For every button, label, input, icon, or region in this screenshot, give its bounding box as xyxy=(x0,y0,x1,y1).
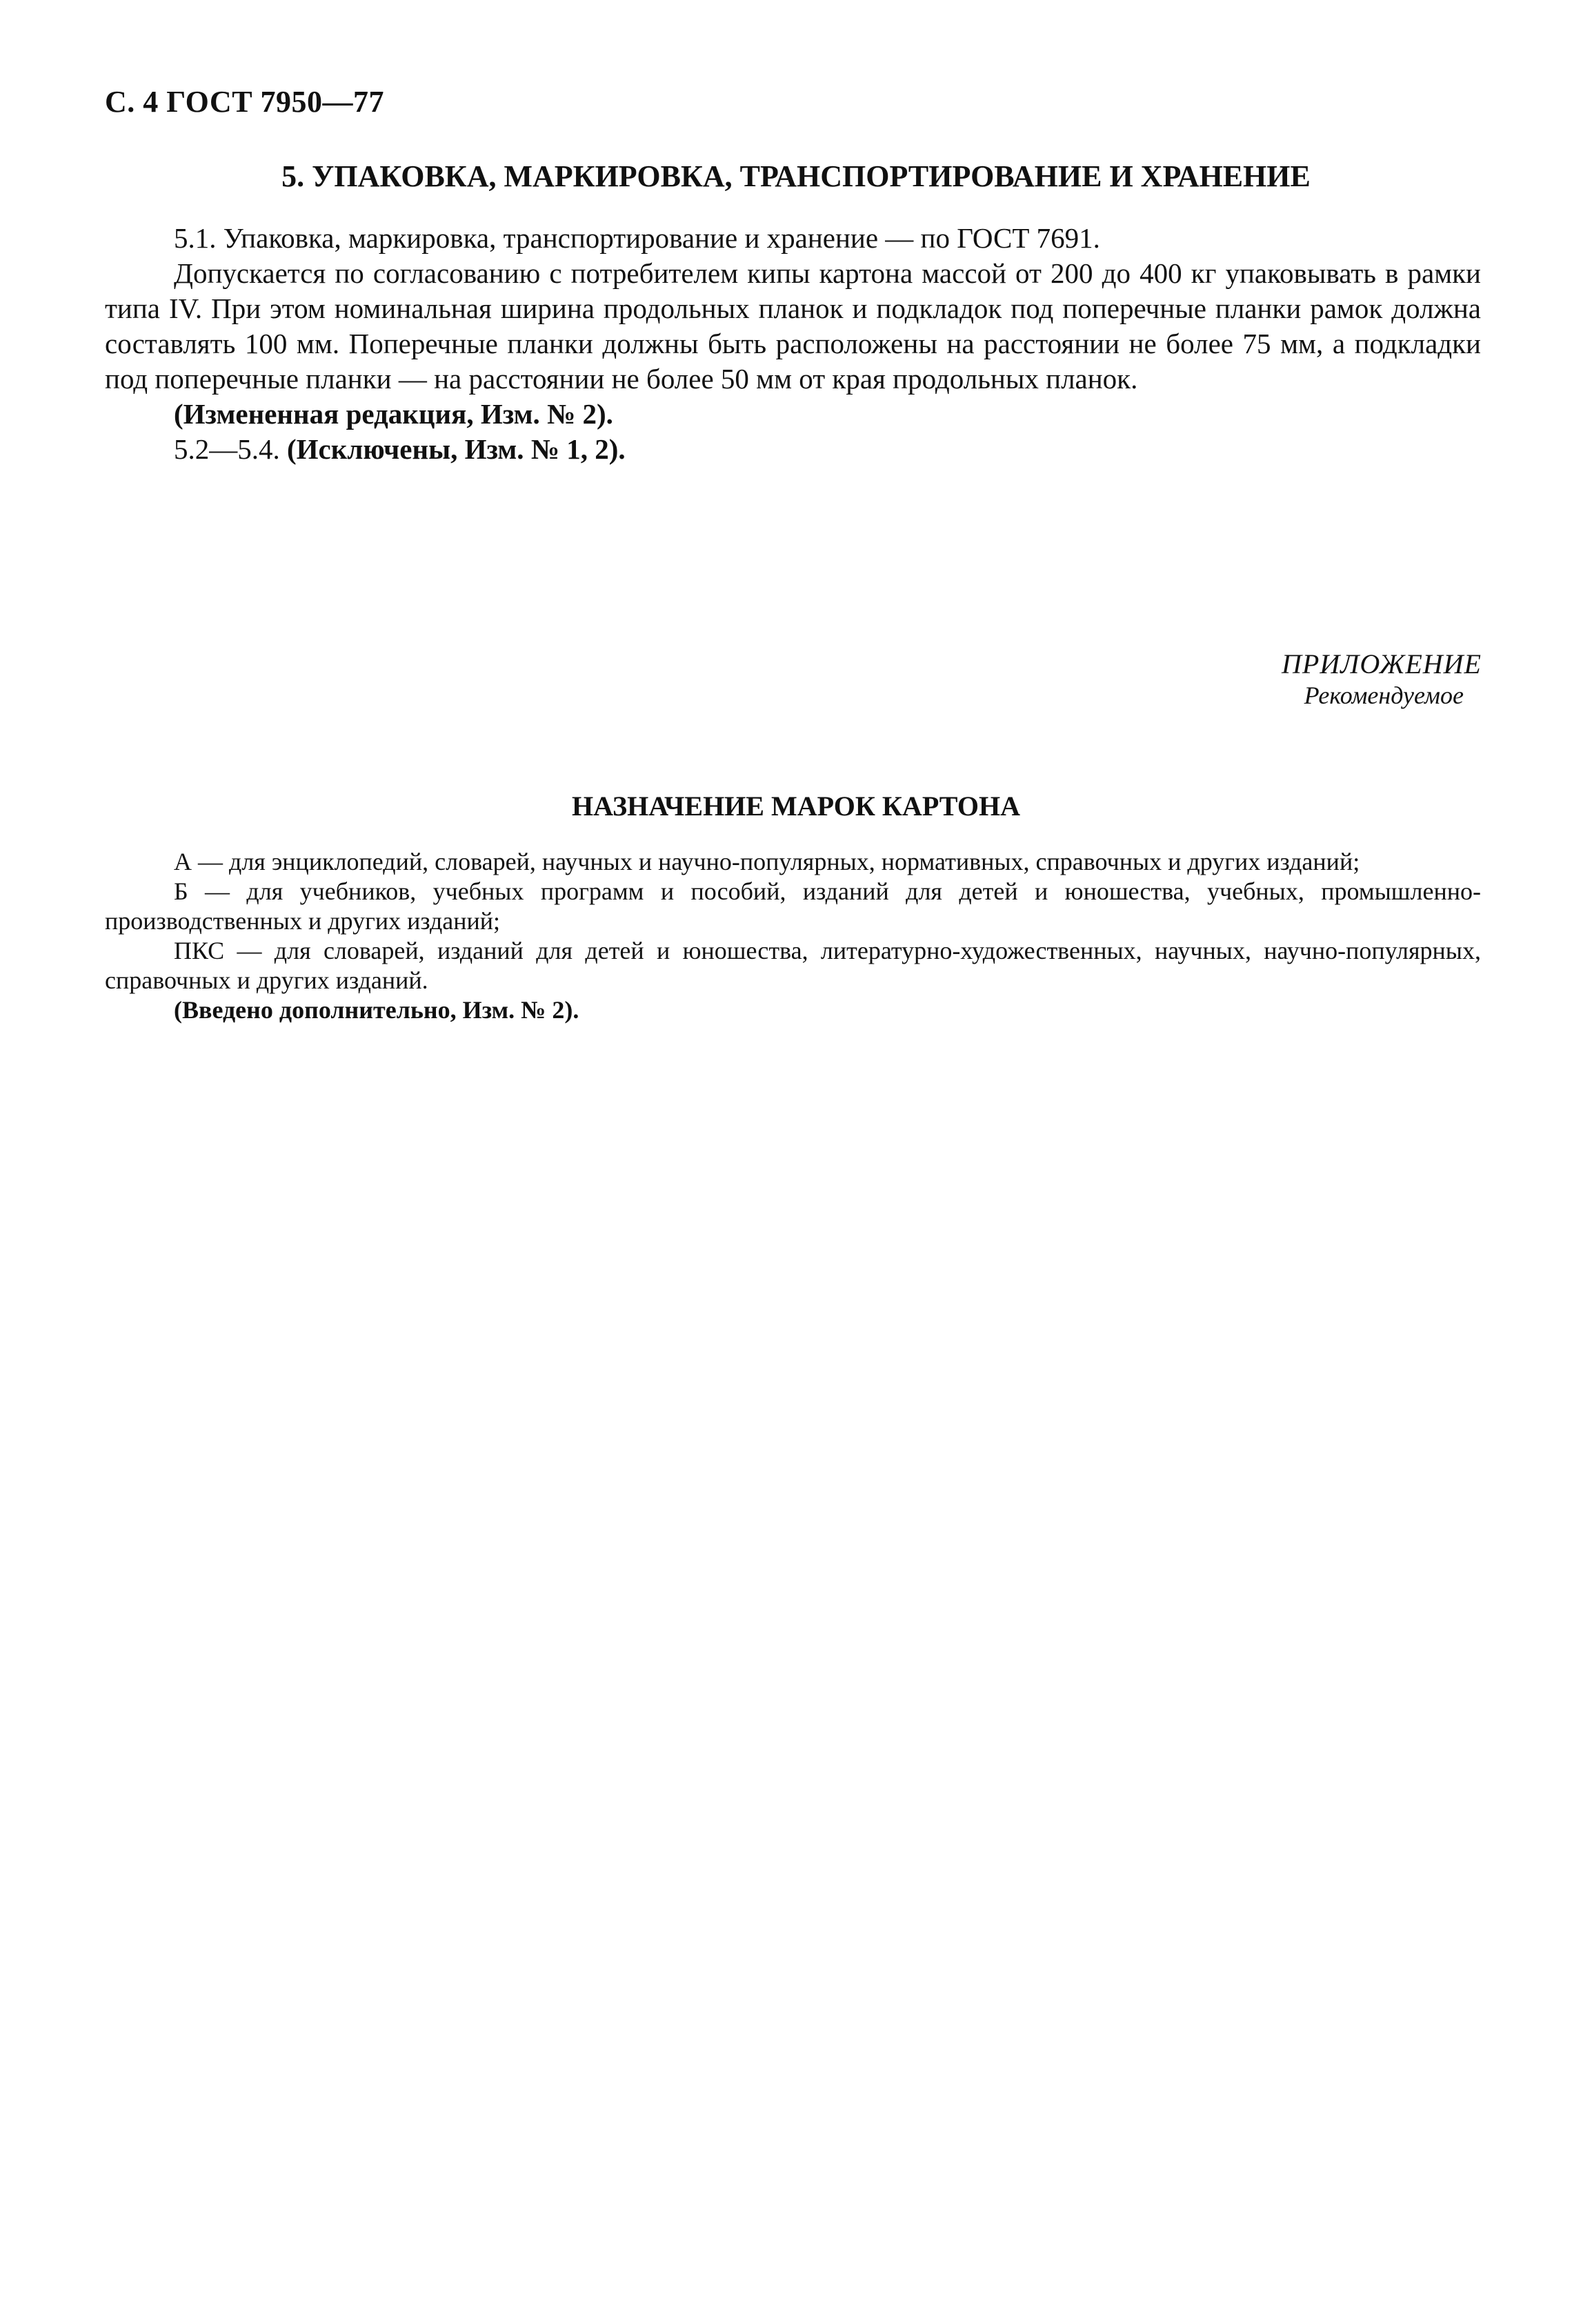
appendix-amendment-note: (Введено дополнительно, Изм. № 2). xyxy=(174,996,579,1024)
appendix-label-block xyxy=(1282,648,1482,711)
paragraph-5-2-5-4 xyxy=(105,432,1481,467)
paragraph-5-1: 5.1. Упаковка, маркировка, транспортирование и хранение — по ГОСТ 7691. xyxy=(174,222,1100,254)
excluded-note: (Исключены, Изм. № 1, 2). xyxy=(287,433,626,465)
appendix-body xyxy=(105,847,1481,1025)
paragraph-allowance: Допускается по согласованию с потребителем кипы картона массой от 200 до 400 кг упаковывать в рамки типа IV. При этом номинальная ширина продольных планок и подкладок под поперечные планки рамок должна составлять 100 мм. Поперечные планки должны быть расположены на расстоянии не более 75 мм, а подкладки под поперечные планки — на расстоянии не более 50 мм от края продольных планок. xyxy=(105,257,1481,395)
amendment-note: (Измененная редакция, Изм. № 2). xyxy=(174,398,613,430)
appendix-status: Рекомендуемое xyxy=(1304,682,1464,709)
grade-pks-item: ПКС — для словарей, изданий для детей и юношества, литературно-художественных, научных, научно-популярных, справочных и других изданий. xyxy=(105,937,1481,994)
grade-a-item: А — для энциклопедий, словарей, научных и научно-популярных, нормативных, справочных и других изданий; xyxy=(174,848,1360,875)
grade-b-item: Б — для учебников, учебных программ и пособий, изданий для детей и юношества, учебных, промышленно-производственных и других изданий; xyxy=(105,877,1481,935)
clause-range: 5.2—5.4. xyxy=(174,433,280,465)
section-title: 5. УПАКОВКА, МАРКИРОВКА, ТРАНСПОРТИРОВАНИЕ И ХРАНЕНИЕ xyxy=(281,159,1311,193)
section-body xyxy=(105,221,1481,467)
appendix-title: НАЗНАЧЕНИЕ МАРОК КАРТОНА xyxy=(571,791,1021,822)
page-header: С. 4 ГОСТ 7950—77 xyxy=(105,85,385,119)
appendix-label: ПРИЛОЖЕНИЕ xyxy=(1282,648,1482,679)
